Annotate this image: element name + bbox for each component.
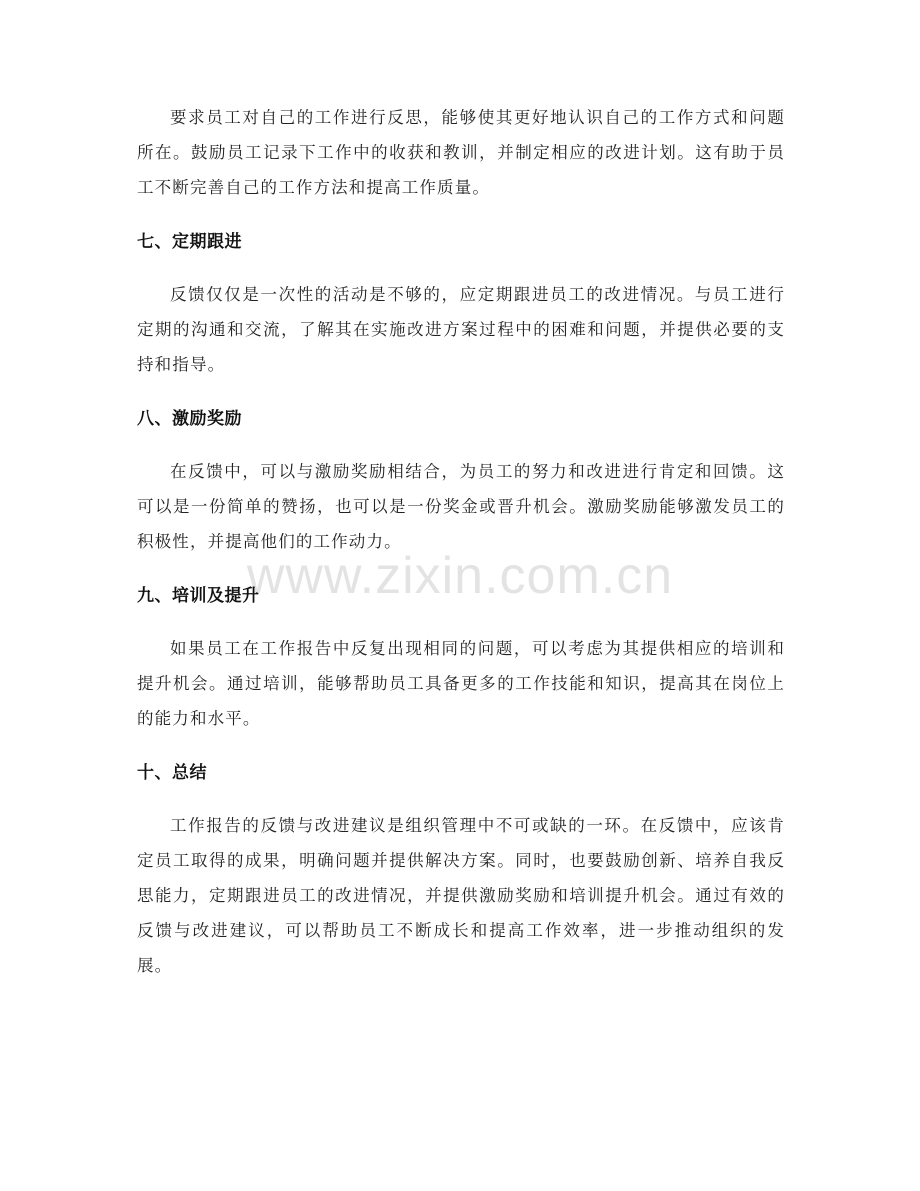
section-body-follow-up: 反馈仅仅是一次性的活动是不够的，应定期跟进员工的改进情况。与员工进行定期的沟通和交流，了解其在实施改进方案过程中的困难和问题，并提供必要的支持和指导。 — [137, 285, 785, 374]
section-heading-summary: 十、总结 — [137, 763, 207, 783]
intro-paragraph: 要求员工对自己的工作进行反思，能够使其更好地认识自己的工作方式和问题所在。鼓励员工记录下工作中的收获和教训，并制定相应的改进计划。这有助于员工不断完善自己的工作方法和提高工作质量。 — [137, 108, 785, 197]
document-body — [137, 100, 785, 983]
section-heading-incentives: 八、激励奖励 — [137, 409, 242, 429]
section-body-incentives: 在反馈中，可以与激励奖励相结合，为员工的努力和改进进行肯定和回馈。这可以是一份简单的赞扬，也可以是一份奖金或晋升机会。激励奖励能够激发员工的积极性，并提高他们的工作动力。 — [137, 462, 785, 551]
section-heading-follow-up: 七、定期跟进 — [137, 232, 242, 252]
watermark-text: www.zixin.com.cn — [246, 547, 674, 605]
section-body-training: 如果员工在工作报告中反复出现相同的问题，可以考虑为其提供相应的培训和提升机会。通过培训，能够帮助员工具备更多的工作技能和知识，提高其在岗位上的能力和水平。 — [137, 639, 785, 728]
section-heading-training: 九、培训及提升 — [137, 586, 260, 606]
section-body-summary: 工作报告的反馈与改进建议是组织管理中不可或缺的一环。在反馈中，应该肯定员工取得的成果，明确问题并提供解决方案。同时，也要鼓励创新、培养自我反思能力，定期跟进员工的改进情况，并提供激励奖励和培训提升机会。通过有效的反馈与改进建议，可以帮助员工不断成长和提高工作效率，进一步推动组织的发展。 — [137, 816, 785, 975]
